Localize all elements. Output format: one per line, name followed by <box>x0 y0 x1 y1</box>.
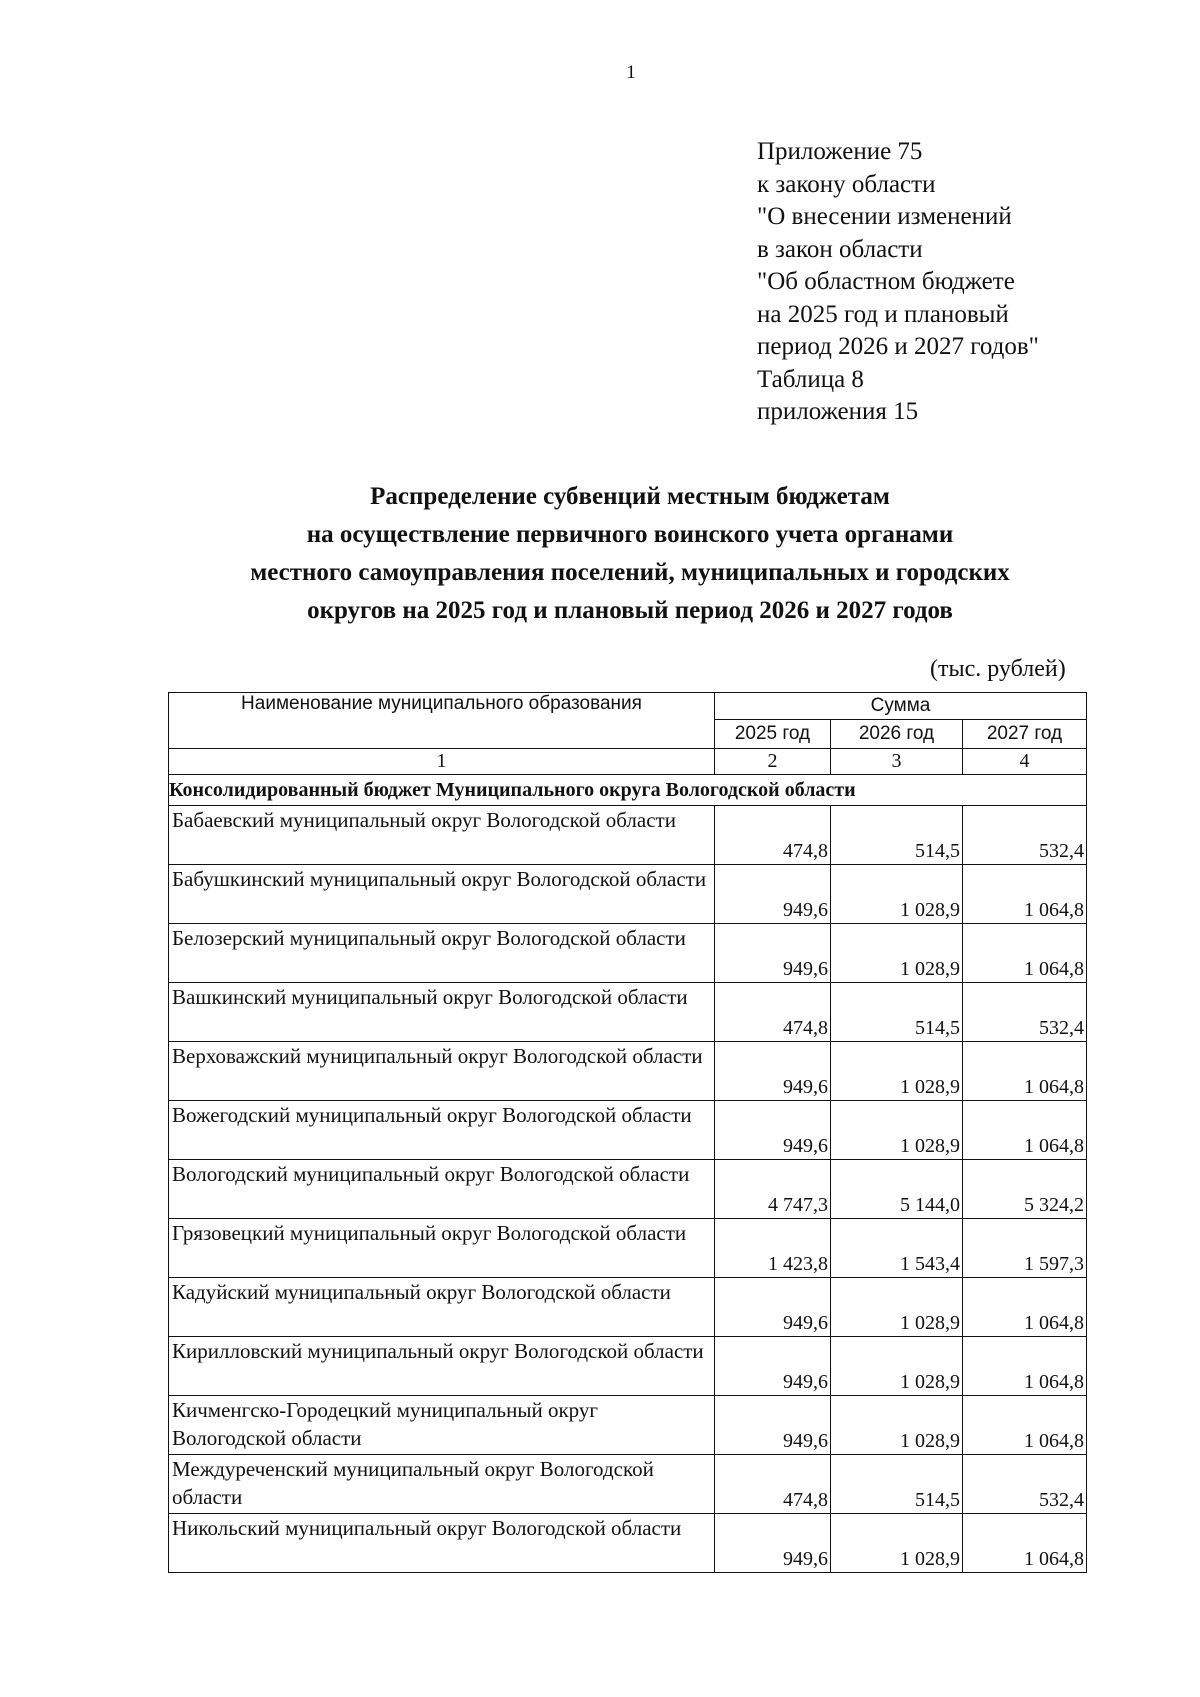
value-2025: 474,8 <box>715 983 831 1042</box>
value-2027: 1 597,3 <box>963 1219 1087 1278</box>
value-2026: 1 028,9 <box>831 1396 963 1455</box>
appendix-note <box>757 136 1039 429</box>
header-year-2025: 2025 год <box>715 720 831 749</box>
appendix-line: период 2026 и 2027 годов" <box>757 333 1039 360</box>
value-2025: 1 423,8 <box>715 1219 831 1278</box>
value-2025: 949,6 <box>715 1337 831 1396</box>
value-2025: 949,6 <box>715 1396 831 1455</box>
appendix-line: приложения 15 <box>757 398 919 425</box>
value-2026: 1 543,4 <box>831 1219 963 1278</box>
municipality-name: Кичменгско-Городецкий муниципальный округ Вологодской области <box>169 1396 715 1455</box>
section-heading: Консолидированный бюджет Муниципального округа Вологодской области <box>169 775 1087 806</box>
municipality-name: Бабаевский муниципальный округ Вологодской области <box>169 806 715 865</box>
value-2025: 949,6 <box>715 865 831 924</box>
table-row <box>169 1396 1087 1455</box>
value-2027: 1 064,8 <box>963 865 1087 924</box>
value-2027: 1 064,8 <box>963 1514 1087 1573</box>
appendix-line: к закону области <box>757 170 936 198</box>
municipality-name: Бабушкинский муниципальный округ Вологодской области <box>169 865 715 924</box>
value-2026: 1 028,9 <box>831 1337 963 1396</box>
table-row <box>169 865 1087 924</box>
municipality-name: Вожегодский муниципальный округ Вологодской области <box>169 1101 715 1160</box>
table-row <box>169 1160 1087 1219</box>
municipality-name: Белозерский муниципальный округ Вологодской области <box>169 924 715 983</box>
value-2027: 1 064,8 <box>963 1278 1087 1337</box>
value-2027: 5 324,2 <box>963 1160 1087 1219</box>
value-2026: 1 028,9 <box>831 924 963 983</box>
value-2025: 949,6 <box>715 924 831 983</box>
value-2025: 949,6 <box>715 1278 831 1337</box>
value-2026: 1 028,9 <box>831 1042 963 1101</box>
municipality-name: Кадуйский муниципальный округ Вологодской области <box>169 1278 715 1337</box>
value-2027: 532,4 <box>963 806 1087 865</box>
value-2025: 474,8 <box>715 1455 831 1514</box>
table-row <box>169 1278 1087 1337</box>
table-row <box>169 806 1087 865</box>
table-row <box>169 1101 1087 1160</box>
municipality-name: Грязовецкий муниципальный округ Вологодской области <box>169 1219 715 1278</box>
column-number: 2 <box>715 749 831 775</box>
value-2027: 1 064,8 <box>963 1337 1087 1396</box>
value-2025: 949,6 <box>715 1101 831 1160</box>
municipality-name: Никольский муниципальный округ Вологодской области <box>169 1514 715 1573</box>
value-2026: 514,5 <box>831 983 963 1042</box>
column-number: 4 <box>963 749 1087 775</box>
municipality-name: Кирилловский муниципальный округ Вологодской области <box>169 1337 715 1396</box>
title-line: на осуществление первичного воинского учета органами <box>306 521 954 548</box>
title-line: Распределение субвенций местным бюджетам <box>370 483 890 510</box>
table-row <box>169 1455 1087 1514</box>
value-2025: 474,8 <box>715 806 831 865</box>
value-2026: 514,5 <box>831 806 963 865</box>
subvention-table <box>168 692 1087 1573</box>
value-2026: 1 028,9 <box>831 865 963 924</box>
appendix-line: "О внесении изменений <box>757 203 1012 230</box>
value-2027: 532,4 <box>963 983 1087 1042</box>
value-2025: 4 747,3 <box>715 1160 831 1219</box>
value-2027: 1 064,8 <box>963 1101 1087 1160</box>
value-2026: 1 028,9 <box>831 1514 963 1573</box>
header-year-2027: 2027 год <box>963 720 1087 749</box>
table-row <box>169 983 1087 1042</box>
value-2026: 1 028,9 <box>831 1278 963 1337</box>
table-row <box>169 1337 1087 1396</box>
value-2026: 1 028,9 <box>831 1101 963 1160</box>
appendix-line: Таблица 8 <box>757 365 864 393</box>
table-row <box>169 1219 1087 1278</box>
header-year-2026: 2026 год <box>831 720 963 749</box>
value-2027: 1 064,8 <box>963 1396 1087 1455</box>
column-number: 1 <box>169 749 715 775</box>
value-2025: 949,6 <box>715 1514 831 1573</box>
title-line: округов на 2025 год и плановый период 2026 и 2027 годов <box>307 597 953 624</box>
appendix-line: в закон области <box>757 235 923 263</box>
value-2027: 1 064,8 <box>963 924 1087 983</box>
municipality-name: Междуреченский муниципальный округ Вологодской области <box>169 1455 715 1514</box>
table-row <box>169 924 1087 983</box>
table-row <box>169 1042 1087 1101</box>
title-line: местного самоуправления поселений, муниципальных и городских <box>250 559 1010 586</box>
value-2027: 532,4 <box>963 1455 1087 1514</box>
municipality-name: Вологодский муниципальный округ Вологодской области <box>169 1160 715 1219</box>
column-number: 3 <box>831 749 963 775</box>
municipality-name: Верховажский муниципальный округ Вологодской области <box>169 1042 715 1101</box>
value-2025: 949,6 <box>715 1042 831 1101</box>
value-2026: 514,5 <box>831 1455 963 1514</box>
appendix-line: "Об областном бюджете <box>757 268 1015 295</box>
value-2027: 1 064,8 <box>963 1042 1087 1101</box>
document-title <box>180 478 1080 630</box>
page-number: 1 <box>626 62 636 83</box>
header-name: Наименование муниципального образования <box>169 693 715 749</box>
value-2026: 5 144,0 <box>831 1160 963 1219</box>
header-sum: Сумма <box>715 693 1087 720</box>
appendix-line: на 2025 год и плановый <box>757 300 1009 328</box>
municipality-name: Вашкинский муниципальный округ Вологодской области <box>169 983 715 1042</box>
units-label: (тыс. рублей) <box>930 656 1066 682</box>
table-row <box>169 1514 1087 1573</box>
appendix-line: Приложение 75 <box>757 138 923 165</box>
